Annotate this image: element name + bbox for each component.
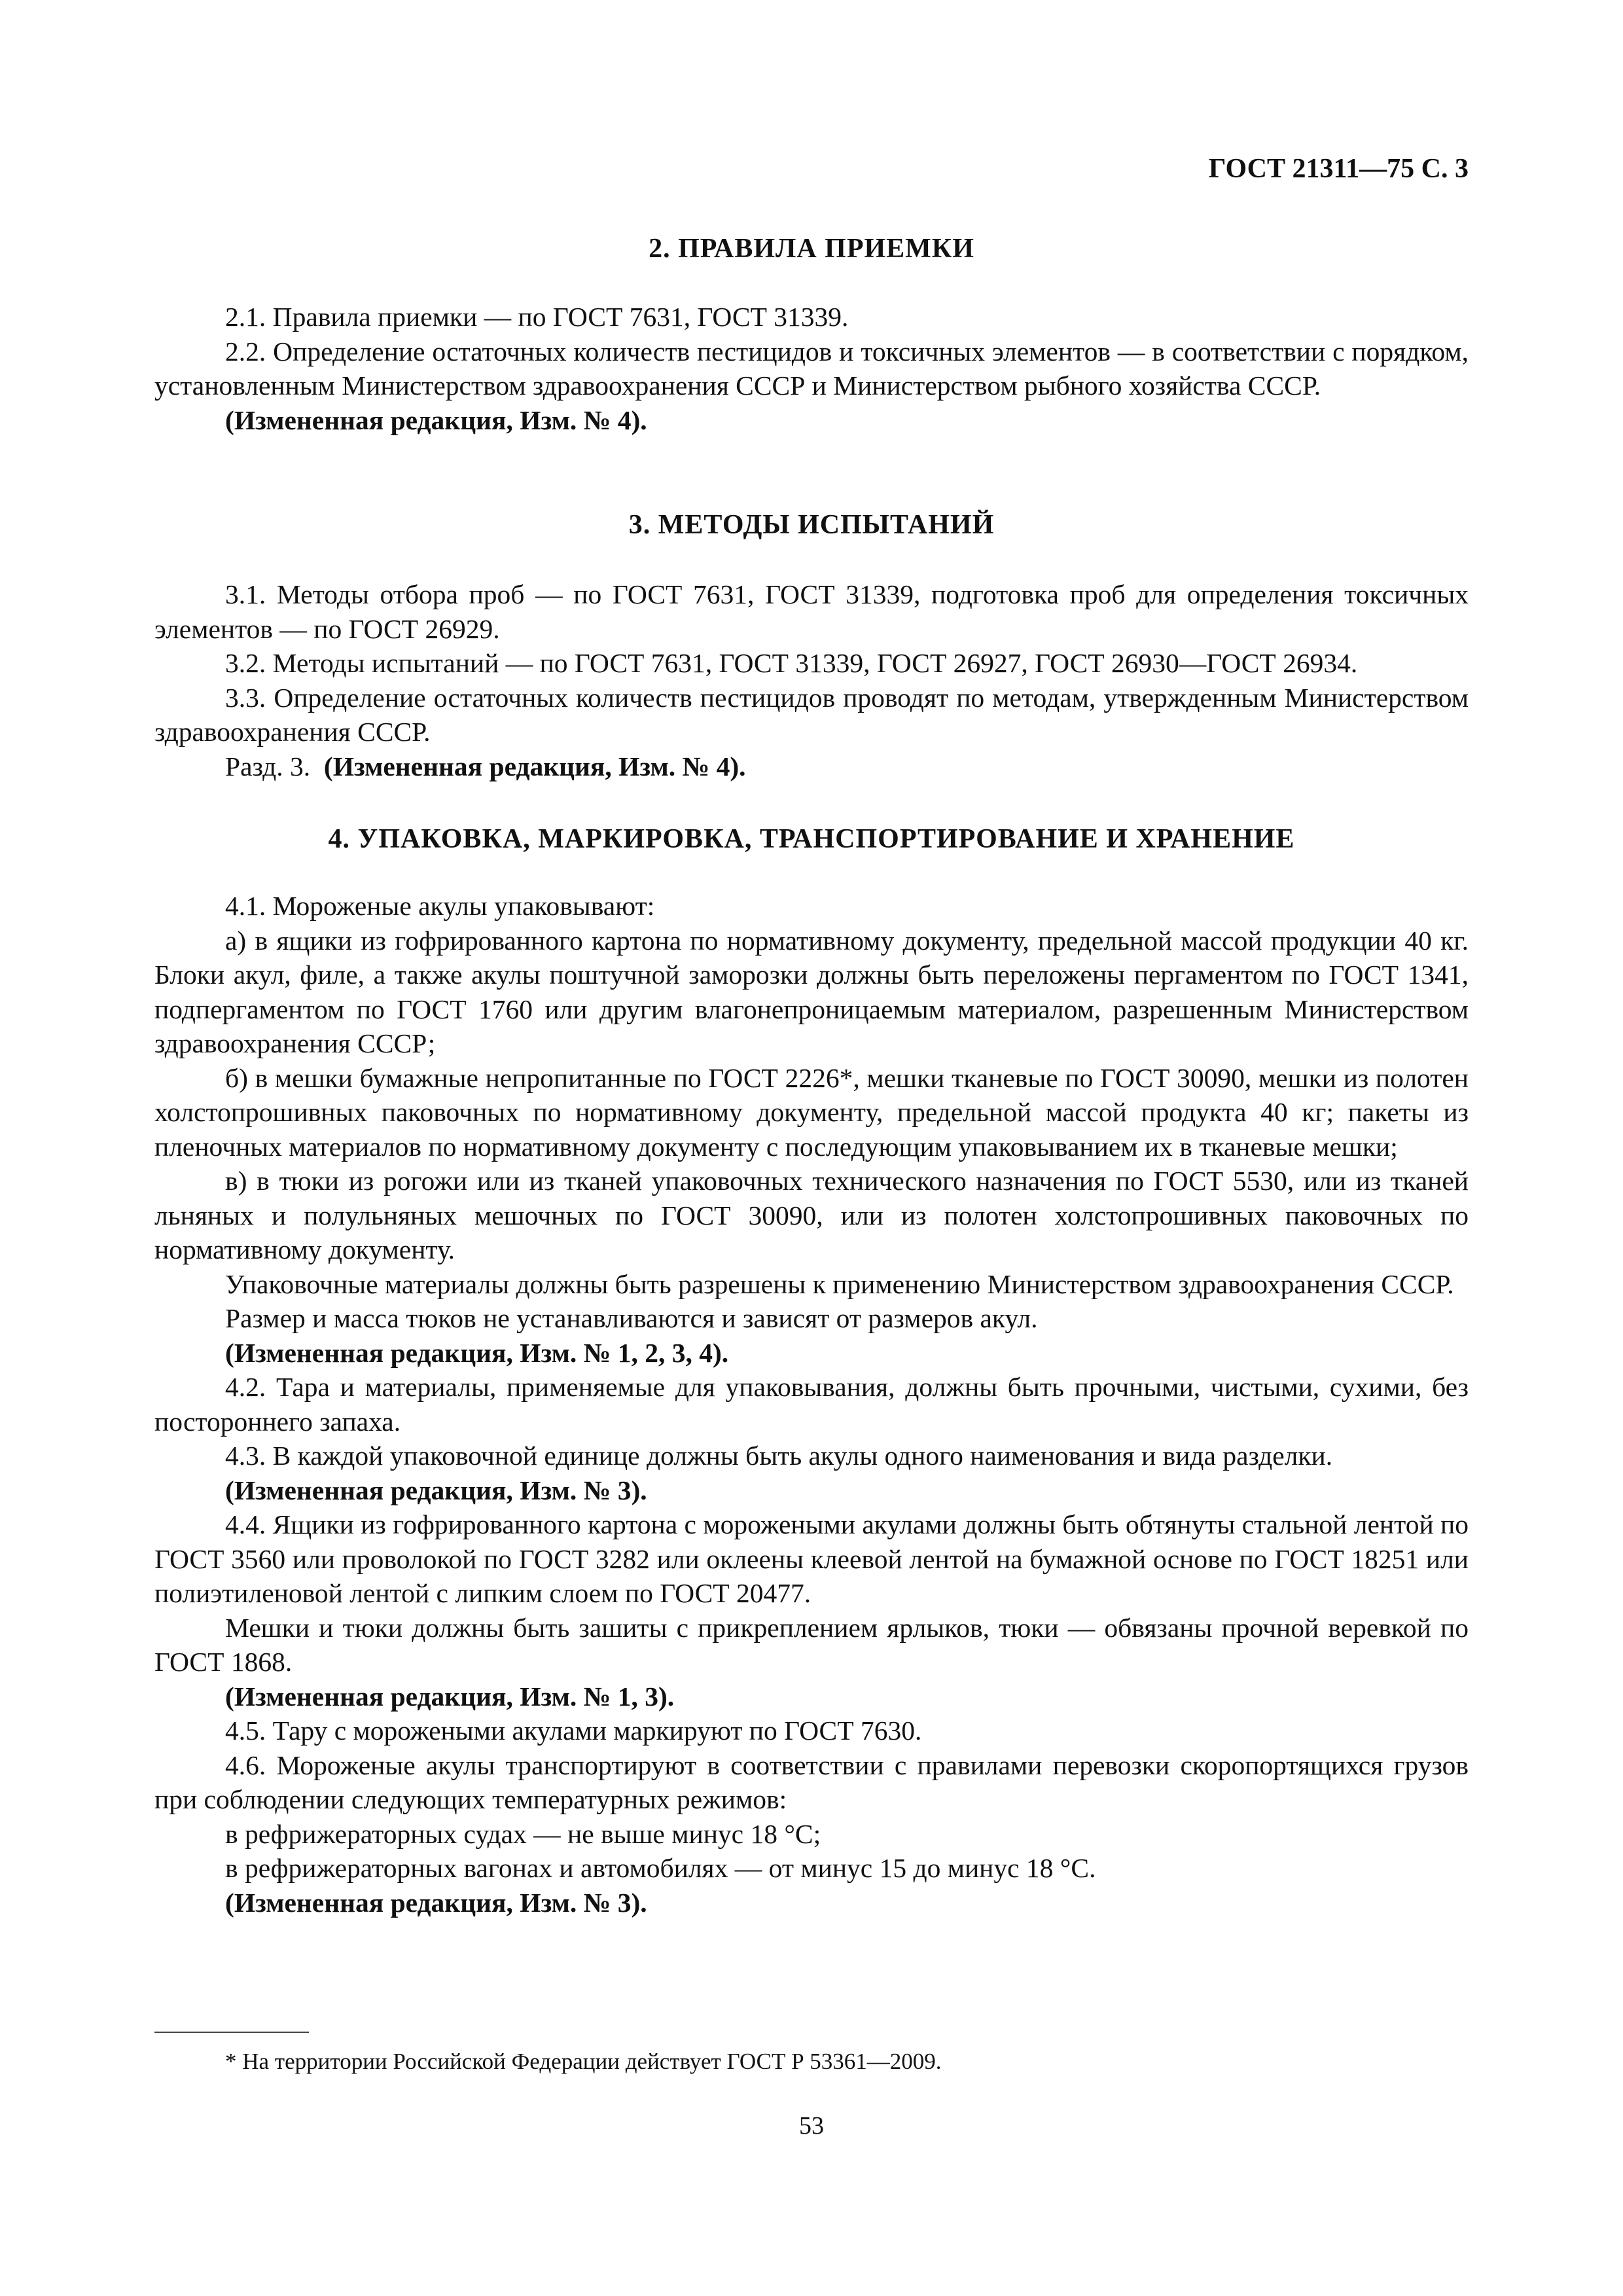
amendment-note: (Измененная редакция, Изм. № 1, 3). xyxy=(225,1681,675,1712)
paragraph-2-1: 2.1. Правила приемки — по ГОСТ 7631, ГОСТ 31339. xyxy=(225,302,849,332)
amendment-note: (Измененная редакция, Изм. № 4). xyxy=(323,751,746,781)
section-3-title: 3. МЕТОДЫ ИСПЫТАНИЙ xyxy=(628,510,995,540)
paragraph-4-1-d: Упаковочные материалы должны быть разрешены к применению Министерством здравоохранения СССР. xyxy=(225,1268,1454,1299)
section-4-title: 4. УПАКОВКА, МАРКИРОВКА, ТРАНСПОРТИРОВАНИЕ И ХРАНЕНИЕ xyxy=(328,824,1295,854)
section-2-body xyxy=(154,300,1469,437)
paragraph-3-2: 3.2. Методы испытаний — по ГОСТ 7631, ГОСТ 31339, ГОСТ 26927, ГОСТ 26930—ГОСТ 26934. xyxy=(225,648,1358,678)
section-4-body xyxy=(154,889,1469,1920)
paragraph-4-1-b: б) в мешки бумажные непропитанные по ГОСТ 2226*, мешки тканевые по ГОСТ 30090, мешки из полотен холстопрошивных паковочных по нормативному документу, предельной массой продукта 40 кг; пакеты из пленочных материалов по нормативному документу с последующим упаковыванием их в тканевые мешки; xyxy=(154,1062,1469,1162)
footnote: * На территории Российской Федерации действует ГОСТ Р 53361—2009. xyxy=(225,2049,942,2074)
paragraph-4-3: 4.3. В каждой упаковочной единице должны быть акулы одного наименования и вида разделки. xyxy=(225,1441,1333,1471)
section-2-title: 2. ПРАВИЛА ПРИЕМКИ xyxy=(649,234,974,264)
paragraph-4-4-b: Мешки и тюки должны быть зашиты с прикреплением ярлыков, тюки — обвязаны прочной веревкой по ГОСТ 1868. xyxy=(154,1612,1469,1677)
page-number: 53 xyxy=(799,2112,824,2140)
amendment-note: (Измененная редакция, Изм. № 1, 2, 3, 4). xyxy=(225,1337,729,1368)
paragraph-4-6-b: в рефрижераторных вагонах и автомобилях — от минус 15 до минус 18 °С. xyxy=(225,1853,1096,1883)
paragraph-4-4: 4.4. Ящики из гофрированного картона с морожеными акулами должны быть обтянуты стальной лентой по ГОСТ 3560 или проволокой по ГОСТ 3282 или оклеены клеевой лентой на бумажной основе по ГОСТ 18251 или полиэтиленовой лентой с липким слоем по ГОСТ 20477. xyxy=(154,1509,1469,1608)
amendment-note: (Измененная редакция, Изм. № 3). xyxy=(225,1475,647,1505)
paragraph-4-6-a: в рефрижераторных судах — не выше минус 18 °С; xyxy=(225,1818,821,1849)
razd-prefix: Разд. 3. xyxy=(225,751,311,781)
footnote-divider xyxy=(154,2032,309,2033)
section-3-body xyxy=(154,577,1469,783)
paragraph-4-1: 4.1. Мороженые акулы упаковывают: xyxy=(225,891,655,921)
document-page xyxy=(154,0,1469,2296)
paragraph-3-3: 3.3. Определение остаточных количеств пестицидов проводят по методам, утвержденным Министерством здравоохранения СССР. xyxy=(154,682,1469,747)
section-3-amendment xyxy=(154,749,1469,784)
paragraph-4-1-e: Размер и масса тюков не устанавливаются и зависят от размеров акул. xyxy=(225,1303,1038,1333)
paragraph-4-2: 4.2. Тара и материалы, применяемые для упаковывания, должны быть прочными, чистыми, сухими, без постороннего запаха. xyxy=(154,1372,1469,1437)
paragraph-4-6: 4.6. Мороженые акулы транспортируют в соответствии с правилами перевозки скоропортящихся грузов при соблюдении следующих температурных режимов: xyxy=(154,1749,1469,1814)
amendment-note: (Измененная редакция, Изм. № 4). xyxy=(225,404,647,435)
amendment-note: (Измененная редакция, Изм. № 3). xyxy=(225,1887,647,1918)
paragraph-4-1-a: а) в ящики из гофрированного картона по нормативному документу, предельной массой продукции 40 кг. Блоки акул, филе, а также акулы поштучной заморозки должны быть переложены пергаментом по ГОСТ 1341, подпергаментом по ГОСТ 1760 или другим влагонепроницаемым материалом, разрешенным Министерством здравоохранения СССР; xyxy=(154,925,1469,1058)
running-head: ГОСТ 21311—75 С. 3 xyxy=(1208,154,1469,184)
paragraph-4-1-c: в) в тюки из рогожи или из тканей упаковочных технического назначения по ГОСТ 5530, или из тканей льняных и полульняных мешочных по ГОСТ 30090, или из полотен холстопрошивных паковочных по нормативному документу. xyxy=(154,1166,1469,1265)
paragraph-2-2: 2.2. Определение остаточных количеств пестицидов и токсичных элементов — в соответствии с порядком, установленным Министерством здравоохранения СССР и Министерством рыбного хозяйства СССР. xyxy=(154,336,1469,401)
paragraph-4-5: 4.5. Тару с морожеными акулами маркируют по ГОСТ 7630. xyxy=(225,1715,922,1746)
paragraph-3-1: 3.1. Методы отбора проб — по ГОСТ 7631, ГОСТ 31339, подготовка проб для определения токсичных элементов — по ГОСТ 26929. xyxy=(154,579,1469,644)
